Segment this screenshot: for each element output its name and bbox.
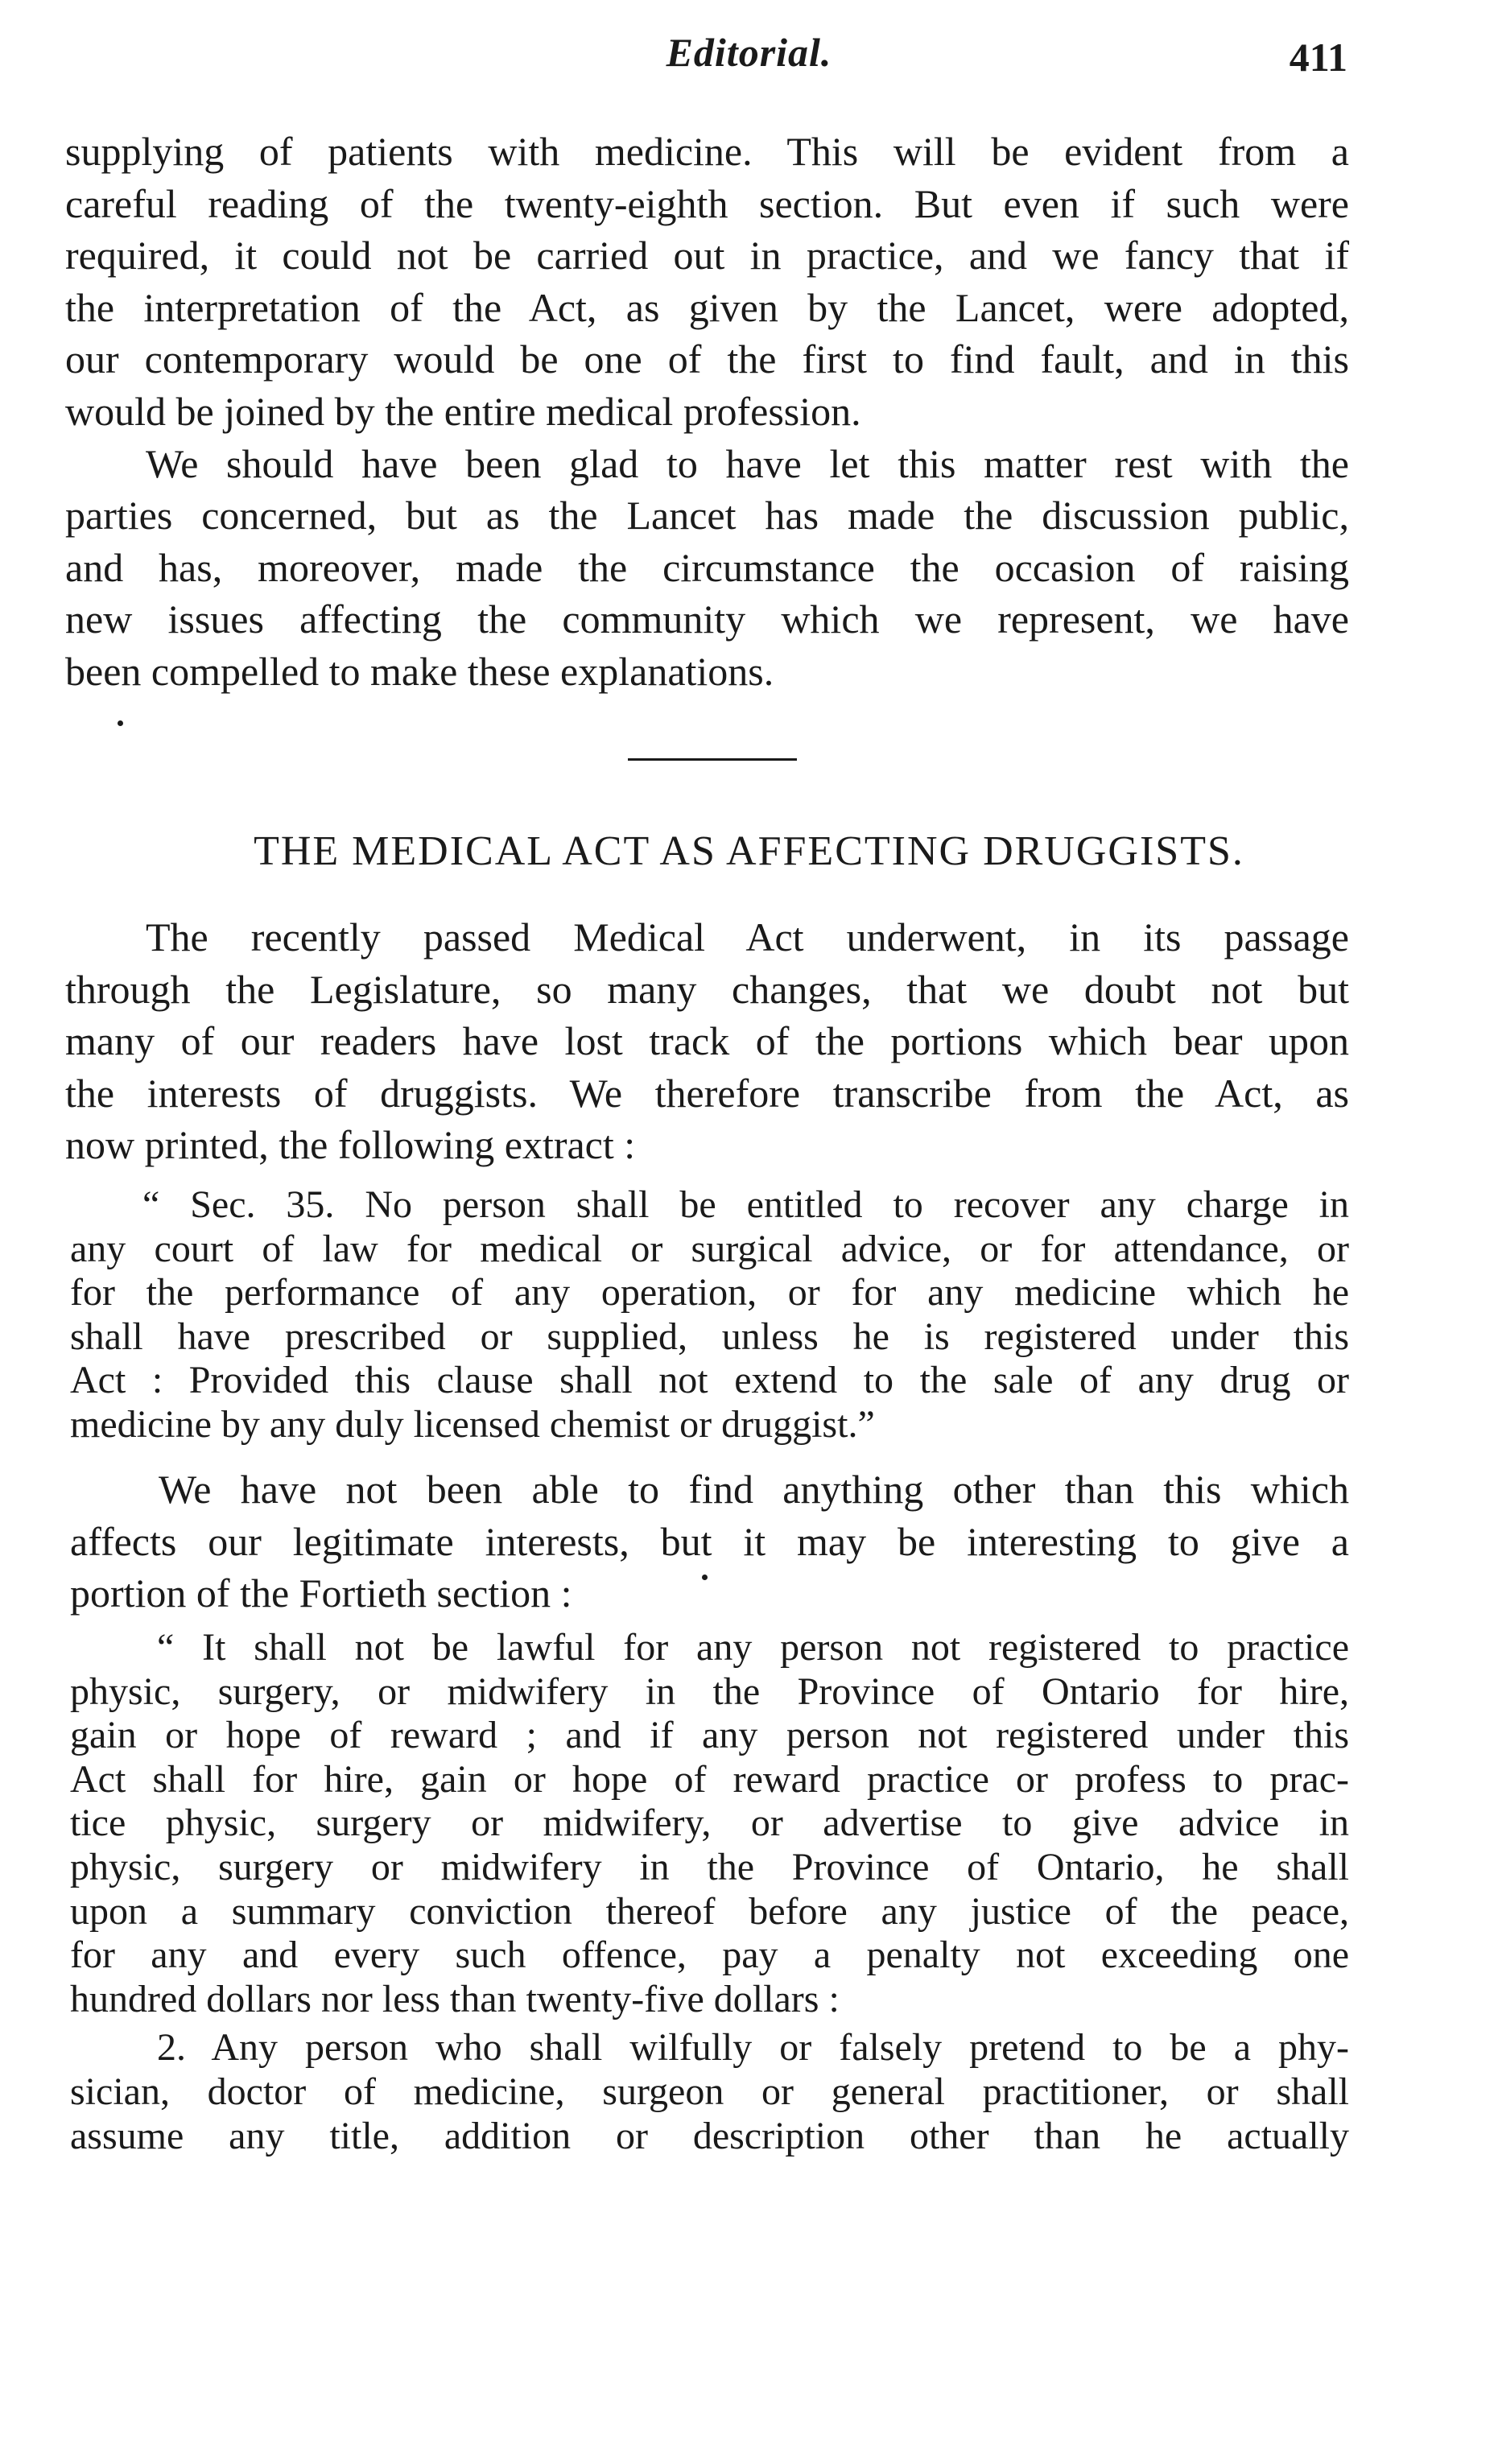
text-line: the interpretation of the Act, as given by the Lancet, were adopted, xyxy=(65,284,1349,330)
text-line: affects our legitimate interests, but it may be interesting to give a xyxy=(70,1518,1349,1564)
text-line: We have not been able to find anything other than this which xyxy=(159,1467,1349,1512)
quotation-fortieth-section xyxy=(70,1626,1349,2158)
text-line: through the Legislature, so many changes, that we doubt not but xyxy=(65,966,1349,1012)
text-line: tice physic, surgery or midwifery, or advertise to give advice in xyxy=(70,1802,1349,1845)
text-line: hundred dollars nor less than twenty-five dollars : xyxy=(70,1977,840,2020)
text-line: 2. Any person who shall wilfully or falsely pretend to be a phy- xyxy=(157,2026,1349,2070)
text-line: physic, surgery or midwifery in the Province of Ontario, he shall xyxy=(70,1845,1349,1888)
ink-speck xyxy=(702,1575,708,1580)
quote-paragraph-subsection-2 xyxy=(70,2026,1349,2158)
text-line: and has, moreover, made the circumstance the occasion of raising xyxy=(65,544,1349,590)
text-line: The recently passed Medical Act underwent, in its passage xyxy=(146,914,1349,960)
text-line: been compelled to make these explanations. xyxy=(65,648,774,694)
text-line: Act shall for hire, gain or hope of reward practice or profess to prac- xyxy=(70,1757,1349,1801)
quote-paragraph xyxy=(70,1626,1349,2021)
text-line: any court of law for medical or surgical advice, or for attendance, or xyxy=(70,1227,1349,1270)
section-divider xyxy=(628,758,797,761)
text-line: We should have been glad to have let this matter rest with the xyxy=(146,440,1349,486)
text-line: careful reading of the twenty-eighth section. But even if such were xyxy=(65,180,1349,226)
section-heading: THE MEDICAL ACT AS AFFECTING DRUGGISTS. xyxy=(254,828,1244,874)
ink-speck xyxy=(118,720,123,726)
text-line: shall have prescribed or supplied, unless he is registered under this xyxy=(70,1315,1349,1358)
middle-paragraph-block xyxy=(70,1463,1349,1620)
section-body xyxy=(65,911,1349,1171)
text-line: supplying of patients with medicine. This will be evident from a xyxy=(65,129,1349,174)
running-head xyxy=(0,29,1498,93)
paragraph-2 xyxy=(65,438,1349,698)
running-title: Editorial. xyxy=(666,30,832,75)
middle-paragraph xyxy=(70,1463,1349,1620)
paragraph-1 xyxy=(65,126,1349,438)
text-line: our contemporary would be one of the first to find fault, and in this xyxy=(65,336,1349,382)
text-line: for any and every such offence, pay a penalty not exceeding one xyxy=(70,1934,1349,1977)
text-line: physic, surgery, or midwifery in the Province of Ontario for hire, xyxy=(70,1669,1349,1713)
text-line: Act : Provided this clause shall not extend to the sale of any drug or xyxy=(70,1359,1349,1402)
text-line: now printed, the following extract : xyxy=(65,1122,636,1168)
text-line: portion of the Fortieth section : xyxy=(70,1570,572,1616)
page-number: 411 xyxy=(1289,35,1347,80)
text-line: upon a summary conviction thereof before any justice of the peace, xyxy=(70,1889,1349,1933)
intro-paragraph xyxy=(65,911,1349,1171)
text-line: “ It shall not be lawful for any person not registered to practice xyxy=(157,1626,1349,1669)
text-line: “ Sec. 35. No person shall be entitled to recover any charge in xyxy=(142,1183,1349,1226)
text-line: assume any title, addition or description other than he actually xyxy=(70,2114,1349,2157)
text-line: new issues affecting the community which we represent, we have xyxy=(65,596,1349,642)
text-line: many of our readers have lost track of the portions which bear upon xyxy=(65,1018,1349,1064)
text-line: parties concerned, but as the Lancet has made the discussion public, xyxy=(65,493,1349,539)
text-line: for the performance of any operation, or for any medicine which he xyxy=(70,1271,1349,1315)
quote-paragraph xyxy=(70,1183,1349,1447)
text-line: the interests of druggists. We therefore transcribe from the Act, as xyxy=(65,1070,1349,1116)
text-line: medicine by any duly licensed chemist or druggist.” xyxy=(70,1402,875,1446)
quotation-section-35 xyxy=(70,1183,1349,1447)
text-line: gain or hope of reward ; and if any person not registered under this xyxy=(70,1714,1349,1757)
text-line: sician, doctor of medicine, surgeon or general practitioner, or shall xyxy=(70,2070,1349,2113)
paragraph-continuation xyxy=(65,126,1349,698)
text-line: would be joined by the entire medical profession. xyxy=(65,388,861,434)
text-line: required, it could not be carried out in practice, and we fancy that if xyxy=(65,233,1349,279)
